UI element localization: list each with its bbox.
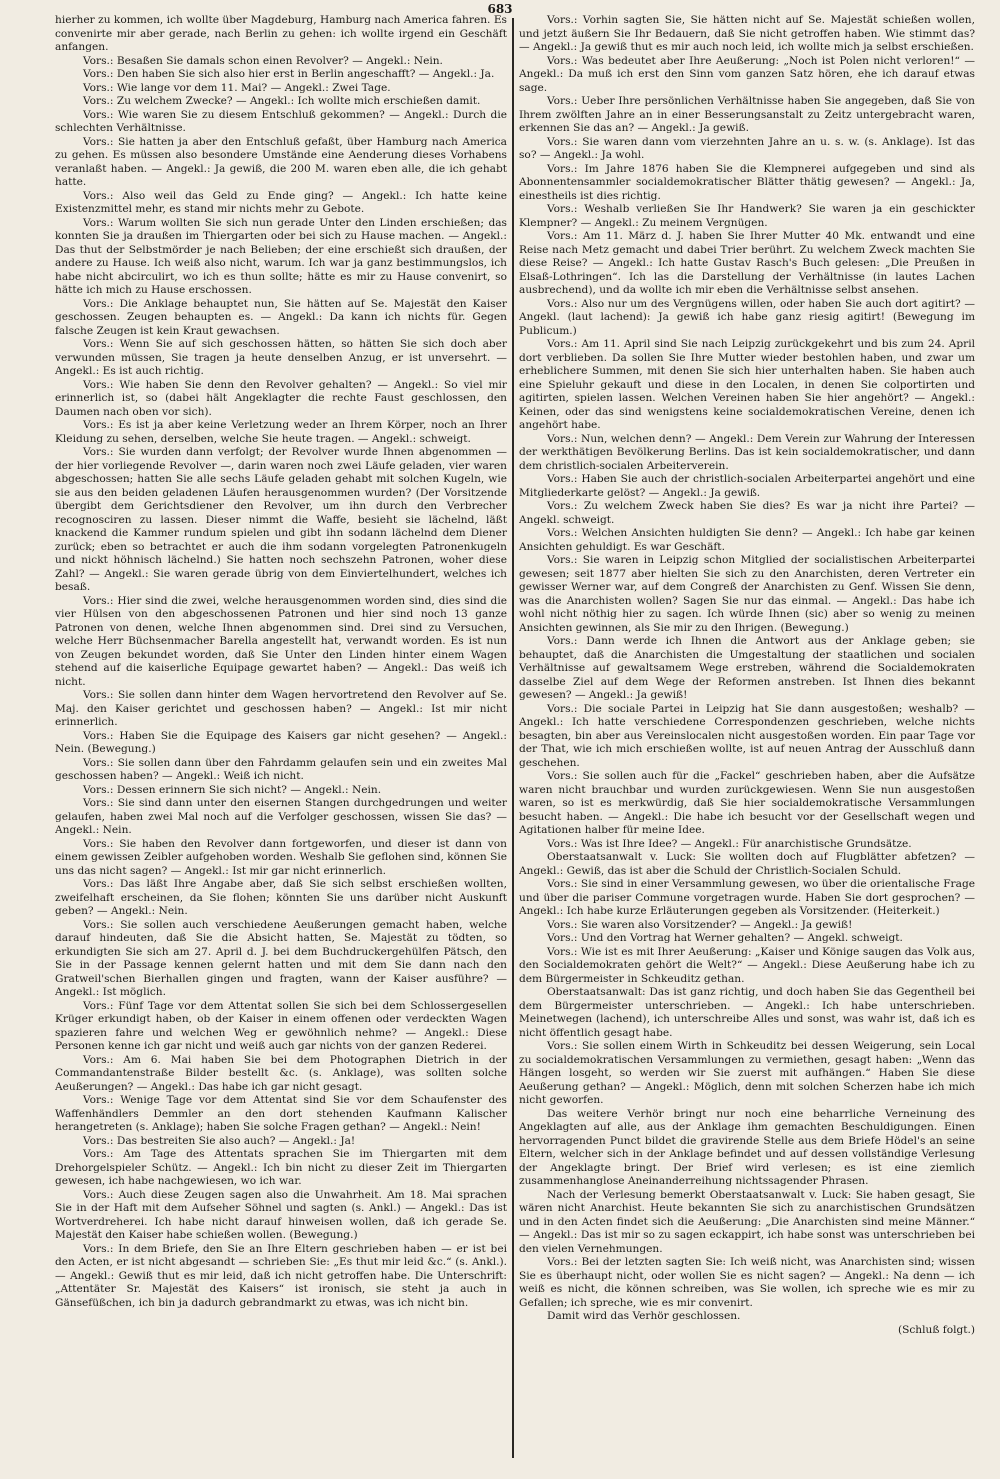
paragraph: hierher zu kommen, ich wollte über Magdeburg, Hamburg nach America fahren. Es convenirte mir aber gerade, nach Berlin zu gehen: ich wollte irgend ein Geschäft anfangen. xyxy=(55,14,507,53)
paragraph: Vors.: Zu welchem Zweck haben Sie dies? Es war ja nicht ihre Partei? — Angekl. schweigt. xyxy=(519,500,975,526)
paragraph: Damit wird das Verhör geschlossen. xyxy=(547,1310,741,1322)
paragraph: Vors.: Sie sollen dann hinter dem Wagen hervortretend den Revolver auf Se. Maj. den Kaiser gerichtet und geschossen haben? — Angekl.: Ist mir nicht erinnerlich. xyxy=(55,689,507,728)
paragraph: Vors.: Die sociale Partei in Leipzig hat Sie dann ausgestoßen; weshalb? — Angekl.: Ich hatte verschiedene Correspondenzen geschrieben, welche nichts besagten, bin aber aus Vereinslocalen nicht ausgestoßen worden. Ein paar Tage vor der That, wie ich mich erschießen wollte, ist auf neuen Antrag der Ausschluß dann geschehen. xyxy=(519,702,975,769)
paragraph: Vors.: Und den Vortrag hat Werner gehalten? — Angekl. schweigt. xyxy=(547,932,903,944)
paragraph: Vors.: Was bedeutet aber Ihre Aeußerung: „Noch ist Polen nicht verloren!“ — Angekl.: Da muß ich erst den Sinn vom ganzen Satz hören, ehe ich darauf etwas sage. xyxy=(519,54,975,94)
paragraph: Vors.: Wie lange vor dem 11. Mai? — Angekl.: Zwei Tage. xyxy=(83,81,391,94)
paragraph: Vors.: Sie sind dann unter den eisernen Stangen durchgedrungen und weiter gelaufen, haben zwei Mal noch auf die Verfolger geschossen, wissen Sie das? — Angekl.: Nein. xyxy=(55,797,507,836)
paragraph: Vors.: In dem Briefe, den Sie an Ihre Eltern geschrieben haben — er ist bei den Acten, er ist nicht abgesandt — schrieben Sie: „Es thut mir leid &c.“ (s. Ankl.). — Angekl.: Gewiß thut es mir leid, daß ich nicht getroffen habe. Die Unterschrift: „Attentäter Sr. Majestät des Kaisers“ ist ironisch, sie steht ja auch in Gänsefüßchen, ich bin ja dadurch gebrandmarkt zu etwas, was ich nicht bin. xyxy=(55,1242,507,1309)
paragraph: Vors.: Am Tage des Attentats sprachen Sie im Thiergarten mit dem Drehorgelspieler Schütz. — Angekl.: Ich bin nicht zu dieser Zeit im Thiergarten gewesen, ich habe nachgewiesen, wo ich war. xyxy=(55,1148,507,1187)
paragraph: Vors.: Warum wollten Sie sich nun gerade Unter den Linden erschießen; das konnten Sie ja draußen im Thiergarten oder bei sich zu Hause machen. — Angekl.: Das thut der Selbstmörder je nach Belieben; der eine erschießt sich draußen, der andere zu Hause. Ich weiß also nicht, warum. Ich war ja ganz bestimmungslos, ich habe nicht abcirculirt, wo ich es thun sollte; hätte es mir zu Hause convenirt, so hätte ich mich zu Hause erschossen. xyxy=(55,216,507,296)
paragraph: Das weitere Verhör bringt nur noch eine beharrliche Verneinung des Angeklagten auf alle, aus der Anklage ihm gemachten Beschuldigungen. Einen hervorragenden Punct bildet die gravirende Stelle aus dem Briefe Hödel's an seine Eltern, welcher sich in der Anklage befindet und auf dessen vollständige Verlesung der Angeklagte bringt. Der Brief wird verlesen; es ist eine ziemlich zusammenhanglose Aneinanderreihung nichtssagender Phrasen. xyxy=(519,1107,975,1187)
paragraph: Oberstaatsanwalt: Das ist ganz richtig, und doch haben Sie das Gegentheil bei dem Bürgermeister unterschrieben. — Angekl.: Ich habe unterschrieben. Meinetwegen (lachend), ich unterschreibe Alles und sonst, was wahr ist, daß ich es nicht öffentlich gesagt habe. xyxy=(519,986,975,1039)
paragraph: Vors.: Die Anklage behauptet nun, Sie hätten auf Se. Majestät den Kaiser geschossen. Zeugen behaupten es. — Angekl.: Da kann ich nichts für. Gegen falsche Zeugen ist kein Kraut gewachsen. xyxy=(55,297,507,337)
paragraph: Vors.: Das bestreiten Sie also auch? — Angekl.: Ja! xyxy=(83,1134,356,1147)
paragraph: Vors.: Sie hatten ja aber den Entschluß gefaßt, über Hamburg nach America zu gehen. Es müssen also besondere Umstände eine Aenderung dieses Vorhabens veranlaßt haben. — Angekl.: Ja gewiß, die 200 M. waren eben alle, die ich gehabt hatte. xyxy=(55,135,507,188)
paragraph: Vors.: Sie haben den Revolver dann fortgeworfen, und dieser ist dann von einem gewissen Zeibler aufgehoben worden. Weshalb Sie geflohen sind, können Sie uns das nicht sagen? — Angekl.: Ist mir gar nicht erinnerlich. xyxy=(55,837,507,877)
paragraph: Vors.: Auch diese Zeugen sagen also die Unwahrheit. Am 18. Mai sprachen Sie in der Haft mit dem Aufseher Söhnel und sagten (s. Ankl.) — Angekl.: Das ist Wortverdreherei. Ich habe nicht darauf hinweisen wollen, daß ich gerade Se. Majestät den Kaiser habe schießen wollen. (Bewegung.) xyxy=(55,1188,507,1241)
paragraph: Vors.: Sie sollen auch verschiedene Aeußerungen gemacht haben, welche darauf hindeuten, daß Sie die Absicht hatten, Se. Majestät zu tödten, so erkundigten Sie sich am 27. April d. J. bei dem Buchdruckergehülfen Pätsch, den Sie in der Passage kennen gelernt hatten und mit dem Sie dann nach den Gratweil'schen Bierhallen gingen und fragten, wann der Kaiser ausführe? — Angekl.: Ist möglich. xyxy=(55,918,507,998)
paragraph: Vors.: Sie waren in Leipzig schon Mitglied der socialistischen Arbeiterpartei gewesen; seit 1877 aber hielten Sie sich zu den Anarchisten, deren Vertreter ein gewisser Werner war, auf dem Congreß der Anarchisten zu Genf. Wissen Sie denn, was die Anarchisten wollen? Sagen Sie nur das einmal. — Angekl.: Das habe ich wohl nicht nöthig hier zu sagen. Ich würde Ihnen (sic) aber so wenig zu meinen Ansichten gewinnen, als Sie mir zu den Ihrigen. (Bewegung.) xyxy=(519,554,975,634)
paragraph: Vors.: Haben Sie auch der christlich-socialen Arbeiterpartei angehört und eine Mitgliederkarte gelöst? — Angekl.: Ja gewiß. xyxy=(519,473,975,499)
paragraph: Vors.: Hier sind die zwei, welche herausgenommen worden sind, dies sind die vier Hülsen von den abgeschossenen Patronen und hier sind noch 13 ganze Patronen von denen, welche Ihnen abgenommen sind. Drei sind zu Versuchen, welche Herr Büchsenmacher Barella angestellt hat, verwandt worden. Es ist nun von Zeugen bekundet worden, daß Sie Unter den Linden hinter einem Wagen stehend auf die kaiserliche Equipage gewartet haben? — Angekl.: Das weiß ich nicht. xyxy=(55,594,507,688)
paragraph: Vors.: Sie sind in einer Versammlung gewesen, wo über die orientalische Frage und über die pariser Commune vorgetragen wurde. Haben Sie dort gesprochen? — Angekl.: Ich habe kurze Erläuterungen gegeben als Vorsitzender. (Heiterkeit.) xyxy=(519,878,975,917)
paragraph: Vors.: Wie waren Sie zu diesem Entschluß gekommen? — Angekl.: Durch die schlechten Verhältnisse. xyxy=(55,108,507,134)
paragraph: Vors.: Welchen Ansichten huldigten Sie denn? — Angekl.: Ich habe gar keinen Ansichten gehuldigt. Es war Geschäft. xyxy=(519,527,975,553)
paragraph: Vors.: Wenige Tage vor dem Attentat sind Sie vor dem Schaufenster des Waffenhändlers Demmler an den dort stehenden Kaufmann Kalischer herangetreten (s. Anklage); haben Sie solche Fragen gethan? — Angekl.: Nein! xyxy=(55,1094,507,1133)
paragraph: Vors.: Wie haben Sie denn den Revolver gehalten? — Angekl.: So viel mir erinnerlich ist, so (dabei hält Angeklagter die rechte Faust geschlossen, den Daumen nach oben vor sich). xyxy=(55,378,507,418)
paragraph: Vors.: Den haben Sie sich also hier erst in Berlin angeschafft? — Angekl.: Ja. xyxy=(83,68,495,80)
paragraph: Vors.: Fünf Tage vor dem Attentat sollen Sie sich bei dem Schlossergesellen Krüger erkundigt haben, ob der Kaiser in einem offenen oder verdeckten Wagen spazieren fahre und welchen Weg er gewöhnlich nehme? — Angekl.: Diese Personen kenne ich gar nicht und weiß auch gar nichts von der ganzen Rederei. xyxy=(55,999,507,1052)
paragraph: Vors.: Besaßen Sie damals schon einen Revolver? — Angekl.: Nein. xyxy=(83,54,443,67)
paragraph: Oberstaatsanwalt v. Luck: Sie wollten doch auf Flugblätter abfetzen? — Angekl.: Gewiß, das ist aber die Schuld der Christlich-Socialen Schuld. xyxy=(519,851,975,877)
paragraph: Vors.: Dessen erinnern Sie sich nicht? — Angekl.: Nein. xyxy=(83,783,382,796)
paragraph: Vors.: Bei der letzten sagten Sie: Ich weiß nicht, was Anarchisten sind; wissen Sie es überhaupt nicht, oder wollen Sie es nicht sagen? — Angekl.: Na denn — ich weiß es nicht, die können schreiben, was Sie wollen, ich spreche wie es mir zu Gefallen; ich spreche, wie es mir convenirt. xyxy=(519,1256,975,1309)
paragraph: Vors.: Dann werde ich Ihnen die Antwort aus der Anklage geben; sie behauptet, daß die Anarchisten die Umgestaltung der staatlichen und socialen Verhältnisse auf gewaltsamem Wege erstreben, während die Socialdemokraten dasselbe Ziel auf dem Wege der Reformen anstreben. Ist Ihnen dies bekannt gewesen? — Angekl.: Ja gewiß! xyxy=(519,635,975,701)
paragraph: Vors.: Ueber Ihre persönlichen Verhältnisse haben Sie angegeben, daß Sie von Ihrem zwölften Jahre an in einer Besserungsanstalt zu Zeitz untergebracht waren, erkennen Sie das an? — Angekl.: Ja gewiß. xyxy=(519,95,975,134)
paragraph: Vors.: Wenn Sie auf sich geschossen hätten, so hätten Sie sich doch aber verwunden müssen, Sie tragen ja heute denselben Anzug, er ist unversehrt. — Angekl.: Es ist auch richtig. xyxy=(55,338,507,377)
paragraph: Vors.: Am 11. April sind Sie nach Leipzig zurückgekehrt und bis zum 24. April dort verblieben. Da sollen Sie Ihre Mutter wieder bestohlen haben, und zwar um erheblichere Summen, mit denen Sie sich hier unterhalten haben. Sie haben auch eine Spieluhr gekauft und diese in den Localen, in denen Sie colportirten und agitirten, spielen lassen. Welchen Vereinen haben Sie hier angehört? — Angekl.: Keinen, oder das sind wenigstens keine socialdemokratischen Vereine, denen ich angehört habe. xyxy=(519,338,975,431)
paragraph: Vors.: Im Jahre 1876 haben Sie die Klempnerei aufgegeben und sind als Abonnentensammler socialdemokratischer Blätter thätig gewesen? — Angekl.: Ja, einestheils ist dies richtig. xyxy=(519,162,975,202)
paragraph: Vors.: Sie sollen auch für die „Fackel“ geschrieben haben, aber die Aufsätze waren nicht brauchbar und wurden zurückgewiesen. Wenn Sie nun ausgestoßen waren, so ist es merkwürdig, daß Sie hier socialdemokratische Versammlungen besucht haben. — Angekl.: Die habe ich besucht vor der Gesellschaft wegen und Agitationen halber für meine Idee. xyxy=(519,770,975,836)
paragraph: Vors.: Am 6. Mai haben Sie bei dem Photographen Dietrich in der Commandantenstraße Bilder bestellt &c. (s. Anklage), was sollten solche Aeußerungen? — Angekl.: Das habe ich gar nicht gesagt. xyxy=(55,1053,507,1093)
page-number: 683 xyxy=(487,2,513,16)
paragraph: Vors.: Sie waren also Vorsitzender? — Angekl.: Ja gewiß! xyxy=(547,918,853,931)
paragraph: Vors.: Was ist Ihre Idee? — Angekl.: Für anarchistische Grundsätze. xyxy=(547,837,912,850)
right-column xyxy=(519,14,975,1462)
paragraph: Vors.: Nun, welchen denn? — Angekl.: Dem Verein zur Wahrung der Interessen der werkthätigen Bevölkerung Berlins. Das ist kein socialdemokratischer, und dann dem christlich-socialen Arbeiterverein. xyxy=(519,432,975,472)
paragraph: Vors.: Es ist ja aber keine Verletzung weder an Ihrem Körper, noch an Ihrer Kleidung zu sehen, derselben, welche Sie heute tragen. — Angekl.: schweigt. xyxy=(55,419,507,445)
paragraph: Vors.: Vorhin sagten Sie, Sie hätten nicht auf Se. Majestät schießen wollen, und jetzt äußern Sie Ihr Bedauern, daß Sie nicht getroffen haben. Wie stimmt das? — Angekl.: Ja gewiß thut es mir auch noch leid, ich wollte mich ja selbst erschießen. xyxy=(519,14,975,53)
paragraph: Vors.: Also weil das Geld zu Ende ging? — Angekl.: Ich hatte keine Existenzmittel mehr, es stand mir nichts mehr zu Gebote. xyxy=(55,189,507,215)
paragraph: Vors.: Am 11. März d. J. haben Sie Ihrer Mutter 40 Mk. entwandt und eine Reise nach Metz gemacht und dabei Trier berührt. Zu welchem Zweck machten Sie diese Reise? — Angekl.: Ich hatte Gustav Rasch's Buch gelesen: „Die Preußen in Elsaß-Lothringen“. Ich las die Darstellung der Verhältnisse (in lautes Lachen ausbrechend), und da wollte ich mir eben die Verhältnisse selbst ansehen. xyxy=(519,230,975,296)
paragraph: Nach der Verlesung bemerkt Oberstaatsanwalt v. Luck: Sie haben gesagt, Sie wären nicht Anarchist. Heute bekannten Sie sich zu anarchistischen Grundsätzen und in den Acten findet sich die Aeußerung: „Die Anarchisten sind meine Männer.“ — Angekl.: Das ist mir so zu sagen eckappirt, ich habe sonst was unterschrieben bei den vielen Vernehmungen. xyxy=(519,1188,975,1255)
paragraph: Vors.: Haben Sie die Equipage des Kaisers gar nicht gesehen? — Angekl.: Nein. (Bewegung.) xyxy=(55,729,507,755)
paragraph: Vors.: Sie sollen einem Wirth in Schkeuditz bei dessen Weigerung, sein Local zu socialdemokratischen Versammlungen zu vermiethen, gesagt haben: „Wenn das Hängen losgeht, so werden wir Sie zuerst mit aufhängen.“ Haben Sie diese Aeußerung gethan? — Angekl.: Möglich, denn mit solchen Scherzen habe ich mich nicht geworfen. xyxy=(519,1040,975,1106)
left-column xyxy=(55,14,507,1462)
continuation-note: (Schluß folgt.) xyxy=(897,1323,975,1336)
paragraph: Vors.: Sie wurden dann verfolgt; der Revolver wurde Ihnen abgenommen — der hier vorliegende Revolver —, darin waren noch zwei Läufe geladen, vier waren abgeschossen; hatten Sie alle sechs Läufe geladen gehabt mit solchen Kugeln, wie sie aus den beiden geladenen Läufen herausgenommen wurden? (Der Vorsitzende übergibt dem Gerichtsdiener den Revolver, um ihn durch den Verbrecher recognosciren zu lassen. Dieser nimmt die Waffe, besieht sie lächelnd, läßt knackend die Kammer rundum spielen und gibt ihn sodann lächelnd dem Diener zurück; eben so betrachtet er auch die ihm sodann vorgelegten Patronenkugeln und nickt höhnisch lächelnd.) Sie hatten noch sechszehn Patronen, woher diese Zahl? — Angekl.: Sie waren gerade übrig von dem Einviertelhundert, welches ich besaß. xyxy=(55,446,507,593)
paragraph: Vors.: Zu welchem Zwecke? — Angekl.: Ich wollte mich erschießen damit. xyxy=(83,95,481,107)
paragraph: Vors.: Sie waren dann vom vierzehnten Jahre an u. s. w. (s. Anklage). Ist das so? — Angekl.: Ja wohl. xyxy=(519,135,975,161)
paragraph: Vors.: Sie sollen dann über den Fahrdamm gelaufen sein und ein zweites Mal geschossen haben? — Angekl.: Weiß ich nicht. xyxy=(55,756,507,782)
paragraph: Vors.: Also nur um des Vergnügens willen, oder haben Sie auch dort agitirt? — Angekl. (laut lachend): Ja gewiß ich habe ganz riesig agitirt! (Bewegung im Publicum.) xyxy=(519,297,975,337)
paragraph: Vors.: Wie ist es mit Ihrer Aeußerung: „Kaiser und Könige saugen das Volk aus, den Socialdemokraten gehört die Welt?“ — Angekl.: Diese Aeußerung habe ich zu dem Bürgermeister in Schkeuditz gethan. xyxy=(519,945,975,985)
paragraph: Vors.: Weshalb verließen Sie Ihr Handwerk? Sie waren ja ein geschickter Klempner? — Angekl.: Zu meinem Vergnügen. xyxy=(519,203,975,229)
column-divider xyxy=(512,18,514,1458)
paragraph: Vors.: Das läßt Ihre Angabe aber, daß Sie sich selbst erschießen wollten, zweifelhaft erscheinen, da Sie flohen; könnten Sie uns darüber nicht Auskunft geben? — Angekl.: Nein. xyxy=(55,878,507,917)
